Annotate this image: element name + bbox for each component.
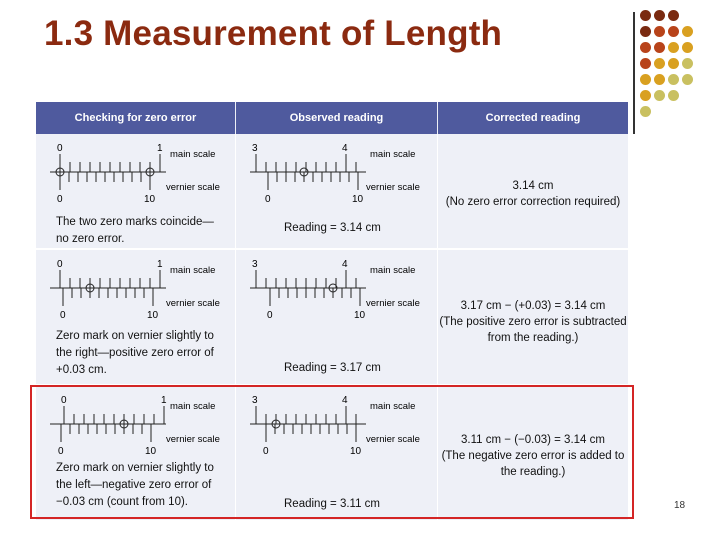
vernier-diagram-zero-check	[46, 140, 236, 212]
description-line: no zero error.	[56, 233, 125, 245]
header-observed-reading: Observed reading	[236, 102, 437, 134]
decor-dot	[640, 26, 651, 37]
main-tick-label: 3	[252, 259, 258, 270]
vernier-scale-label: vernier scale	[366, 434, 420, 445]
decor-dot	[668, 10, 679, 21]
main-scale-label: main scale	[370, 149, 416, 160]
main-tick-label: 1	[157, 259, 163, 270]
decor-dot	[668, 58, 679, 69]
vernier-tick-label: 0	[57, 194, 63, 205]
decor-dot	[654, 90, 665, 101]
title-divider	[633, 12, 635, 134]
vernier-scale-label: vernier scale	[366, 298, 420, 309]
main-scale-label: main scale	[170, 401, 216, 412]
page-number: 18	[674, 500, 686, 511]
vernier-diagram-zero-check	[46, 256, 236, 328]
description-line: the left—negative zero error of	[56, 479, 212, 491]
main-tick-label: 4	[342, 259, 348, 270]
row1-reading: Reading = 3.14 cm	[284, 222, 381, 234]
decor-dot	[654, 42, 665, 53]
row1-corrected	[438, 178, 628, 210]
corrected-line: (No zero error correction required)	[445, 196, 621, 208]
corrected-line: 3.11 cm − (−0.03) = 3.14 cm	[461, 434, 605, 446]
vernier-tick-label: 10	[350, 446, 362, 457]
vernier-tick-label: 10	[354, 310, 366, 321]
vernier-diagram-observed	[246, 140, 436, 212]
row2-description	[56, 328, 214, 379]
main-tick-label: 0	[57, 259, 63, 270]
corrected-line: 3.14 cm	[512, 180, 554, 192]
main-scale-label: main scale	[370, 401, 416, 412]
corrected-line: (The negative zero error is added to	[441, 450, 625, 462]
decor-dot	[682, 42, 693, 53]
decor-dot	[668, 42, 679, 53]
decor-dot	[654, 58, 665, 69]
highlight-box	[30, 385, 634, 519]
decor-dot	[654, 26, 665, 37]
row-divider	[36, 248, 628, 250]
main-tick-label: 0	[57, 143, 63, 154]
decor-dot	[654, 10, 665, 21]
vernier-tick-label: 0	[263, 446, 269, 457]
decor-dot	[668, 26, 679, 37]
decor-dot	[640, 74, 651, 85]
decor-dot	[682, 74, 693, 85]
description-line: the right—positive zero error of	[56, 347, 214, 359]
main-tick-label: 0	[61, 395, 67, 406]
corrected-line: (The positive zero error is subtracted	[439, 316, 627, 328]
decor-dot	[668, 90, 679, 101]
main-scale-label: main scale	[170, 149, 216, 160]
main-scale-label: main scale	[370, 265, 416, 276]
main-scale-label: main scale	[170, 265, 216, 276]
decor-dot	[640, 42, 651, 53]
main-tick-label: 1	[157, 143, 163, 154]
main-tick-label: 3	[252, 143, 258, 154]
vernier-tick-label: 10	[144, 194, 156, 205]
decor-dot	[682, 26, 693, 37]
description-line: Zero mark on vernier slightly to	[56, 462, 214, 474]
slide-title: 1.3 Measurement of Length	[44, 14, 503, 53]
description-line: +0.03 cm.	[56, 364, 107, 376]
corrected-line: from the reading.)	[487, 332, 579, 344]
row2-reading: Reading = 3.17 cm	[284, 362, 381, 374]
vernier-scale-label: vernier scale	[166, 434, 220, 445]
vernier-tick-label: 0	[58, 446, 64, 457]
corrected-line: the reading.)	[500, 466, 566, 478]
main-tick-label: 4	[342, 395, 348, 406]
vernier-tick-label: 10	[147, 310, 159, 321]
vernier-tick-label: 0	[265, 194, 271, 205]
header-corrected-reading: Corrected reading	[438, 102, 628, 134]
vernier-tick-label: 0	[60, 310, 66, 321]
vernier-scale-label: vernier scale	[366, 182, 420, 193]
vernier-tick-label: 10	[352, 194, 364, 205]
row2-corrected	[438, 298, 628, 346]
decor-dot	[640, 10, 651, 21]
vernier-tick-label: 0	[267, 310, 273, 321]
main-tick-label: 3	[252, 395, 258, 406]
row1-description	[56, 214, 214, 248]
decor-dot	[640, 106, 651, 117]
vernier-scale-label: vernier scale	[166, 182, 220, 193]
vernier-scale-label: vernier scale	[166, 298, 220, 309]
description-line: Zero mark on vernier slightly to	[56, 330, 214, 342]
description-line: The two zero marks coincide—	[56, 216, 214, 228]
decor-dot	[668, 74, 679, 85]
decor-dot	[654, 74, 665, 85]
decor-dot	[682, 58, 693, 69]
vernier-tick-label: 10	[145, 446, 157, 457]
description-line: −0.03 cm (count from 10).	[56, 496, 188, 508]
row3-reading: Reading = 3.11 cm	[284, 498, 380, 510]
main-tick-label: 4	[342, 143, 348, 154]
vernier-diagram-observed	[246, 256, 436, 328]
corrected-line: 3.17 cm − (+0.03) = 3.14 cm	[460, 300, 606, 312]
decor-dot	[640, 58, 651, 69]
main-tick-label: 1	[161, 395, 167, 406]
header-zero-error: Checking for zero error	[36, 102, 235, 134]
decor-dot	[640, 90, 651, 101]
